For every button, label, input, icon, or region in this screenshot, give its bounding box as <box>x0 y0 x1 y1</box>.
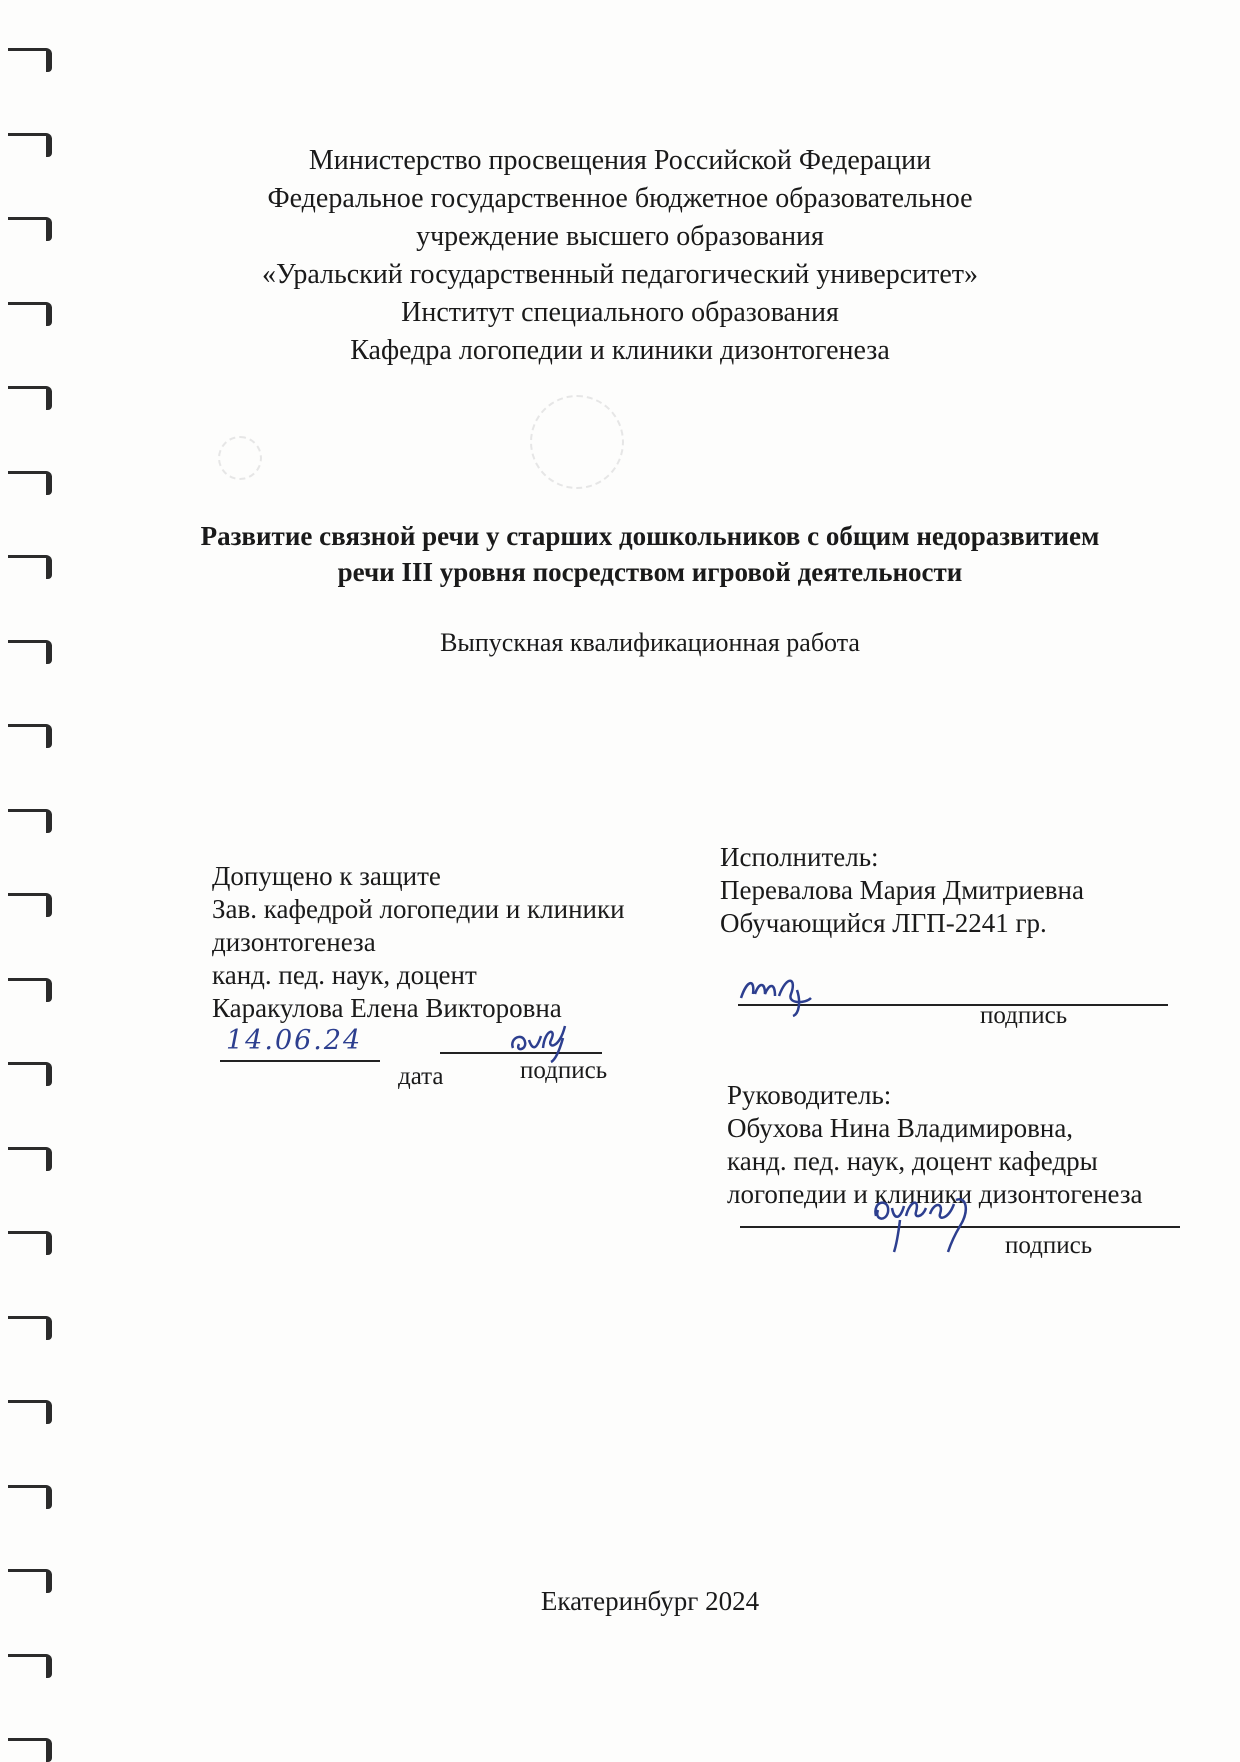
header-line: учреждение высшего образования <box>416 221 824 252</box>
binding-hook <box>8 1485 52 1509</box>
admission-line: канд. пед. наук, доцент <box>212 960 477 990</box>
ministry-header <box>0 142 1240 370</box>
admission-block <box>212 860 625 1025</box>
binding-hook <box>8 1654 52 1678</box>
supervisor-signature <box>870 1186 980 1256</box>
supervisor-position: канд. пед. наук, доцент кафедры <box>727 1146 1098 1176</box>
executor-name: Перевалова Мария Дмитриевна <box>720 875 1084 905</box>
city-year: Екатеринбург 2024 <box>540 1586 760 1616</box>
binding-hook <box>8 1062 52 1086</box>
binding-hook <box>8 471 52 495</box>
supervisor-name: Обухова Нина Владимировна, <box>727 1113 1074 1143</box>
binding-hook <box>8 1316 52 1340</box>
executor-signature-caption: подпись <box>980 1002 1068 1029</box>
date-caption: дата <box>398 1063 444 1090</box>
admission-line: Допущено к защите <box>212 861 441 891</box>
admission-line: Каракулова Елена Викторовна <box>212 993 562 1023</box>
work-type: Выпускная квалификационная работа <box>440 628 860 657</box>
binding-hook <box>8 724 52 748</box>
binding-hook <box>8 1147 52 1171</box>
binding-hook <box>8 978 52 1002</box>
faint-emblem-center <box>530 395 624 489</box>
supervisor-position: логопедии и клиники дизонтогенеза <box>727 1179 1143 1209</box>
executor-block <box>720 841 1084 940</box>
header-line: Институт специального образования <box>401 297 839 328</box>
supervisor-signature-caption: подпись <box>1005 1232 1093 1259</box>
executor-signature <box>735 960 825 1020</box>
header-line: Кафедра логопедии и клиники дизонтогенеза <box>350 335 890 366</box>
date-line <box>220 1060 380 1062</box>
title-line: речи III уровня посредством игровой деятельности <box>337 557 963 587</box>
executor-group: Обучающийся ЛГП-2241 гр. <box>720 908 1047 938</box>
header-line: Федеральное государственное бюджетное образовательное <box>267 183 973 214</box>
binding-hook <box>8 1231 52 1255</box>
binding-hook <box>8 1738 52 1762</box>
admission-line: дизонтогенеза <box>212 927 376 957</box>
binding-hook <box>8 809 52 833</box>
thesis-title <box>0 518 1240 590</box>
binding-hook <box>8 386 52 410</box>
binding-hook <box>8 48 52 72</box>
binding-hook <box>8 1400 52 1424</box>
executor-label: Исполнитель: <box>720 842 879 872</box>
title-line: Развитие связной речи у старших дошкольников с общим недоразвитием <box>200 521 1100 551</box>
header-line: «Уральский государственный педагогический университет» <box>261 259 979 290</box>
binding-hook <box>8 893 52 917</box>
admission-signature-caption: подпись <box>520 1057 608 1084</box>
handwritten-date: 14.06.24 <box>226 1025 363 1056</box>
header-line: Министерство просвещения Российской Федерации <box>308 145 932 176</box>
supervisor-label: Руководитель: <box>727 1080 892 1110</box>
faint-emblem-left <box>218 436 262 480</box>
admission-line: Зав. кафедрой логопедии и клиники <box>212 894 625 924</box>
